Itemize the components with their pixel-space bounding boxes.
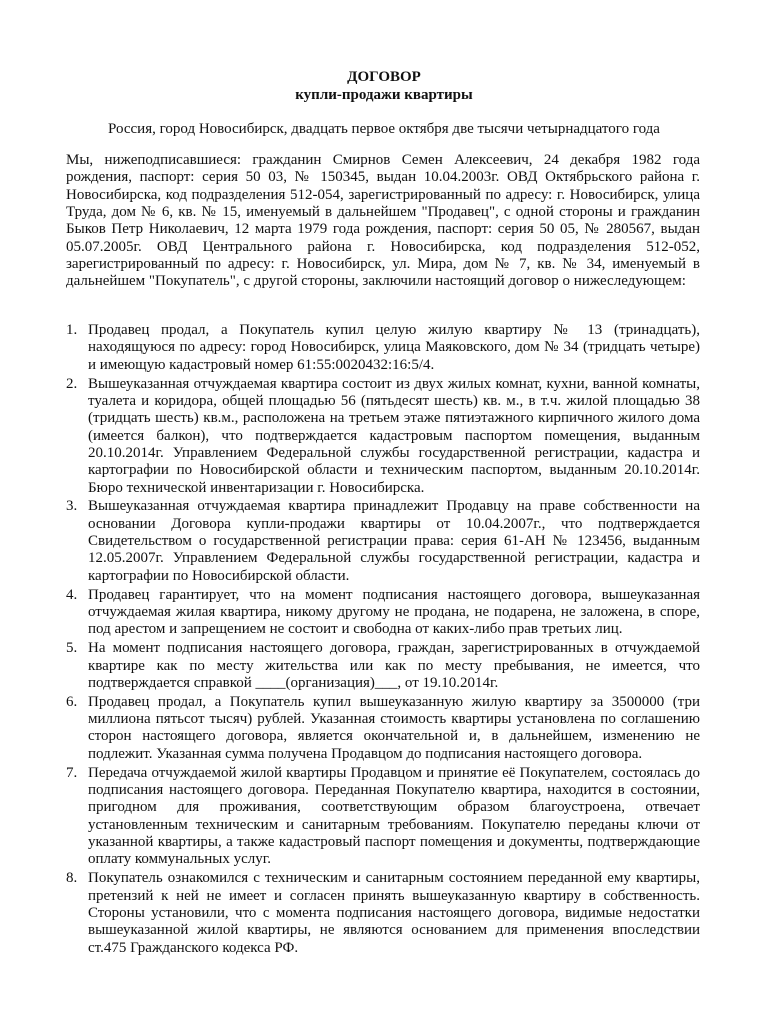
clause-3	[66, 498, 700, 585]
clause-number: 7.	[66, 764, 78, 781]
preamble-paragraph: Мы, нижеподписавшиеся: гражданин Смирнов Семен Алексеевич, 24 декабря 1982 года рождения, паспорт: серия 50 03, № 150345, выдан 10.04.2003г. ОВД Октябрьского района г. Новосибирска, код подразделения 512-054, зарегистрированный по адресу: г. Новосибирск, улица Труда, дом № 6, кв. № 15, именуемый в дальнейшем "Продавец", с одной стороны и гражданин Быков Петр Николаевич, 12 марта 1979 года рождения, паспорт: серия 50 05, № 280567, выдан 05.07.2005г. ОВД Центрального района г. Новосибирска, код подразделения 512-052, зарегистрированный по адресу: г. Новосибирск, ул. Мира, дом № 7, кв. № 34, именуемый в дальнейшем "Покупатель", с другой стороны, заключили настоящий договор о нижеследующем:	[66, 152, 700, 290]
clause-8	[66, 870, 700, 957]
clause-2	[66, 376, 700, 497]
clause-number: 8.	[66, 870, 78, 887]
clause-text: Передача отчуждаемой жилой квартиры Продавцом и принятие её Покупателем, состоялась до подписания настоящего договора. Переданная Покупателю квартира, находится в состоянии, пригодном для проживания, соответствующим образом благоустроена, отвечает установленным техническим и санитарным требованиям. Покупателю переданы ключи от указанной квартиры, а также кадастровый паспорт помещения и документы, подтверждающие оплату коммунальных услуг.	[88, 764, 700, 868]
clause-text: Продавец продал, а Покупатель купил целую жилую квартиру № 13 (тринадцать), находящуюся по адресу: город Новосибирск, улица Маяковского, дом № 34 (тридцать четыре) и имеющую кадастровый номер 61:55:0020432:16:5/4.	[88, 322, 700, 373]
clause-text: Продавец продал, а Покупатель купил вышеуказанную жилую квартиру за 3500000 (три миллиона пятьсот тысяч) рублей. Указанная стоимость квартиры установлена по соглашению сторон настоящего договора, является окончательной и, в дальнейшем, изменению не подлежит. Указанная сумма получена Продавцом до подписания настоящего договора.	[88, 693, 700, 762]
clause-number: 3.	[66, 498, 78, 515]
clause-text: Вышеуказанная отчуждаемая квартира состоит из двух жилых комнат, кухни, ванной комнаты, туалета и коридора, общей площадью 56 (пятьдесят шесть) кв. м., в т.ч. жилой площадью 38 (тридцать шесть) кв.м., расположена на третьем этаже пятиэтажного кирпичного жилого дома (имеется балкон), что подтверждается кадастровым паспортом помещения, выданным 20.10.2014г. Управлением Федеральной службы государственной регистрации, кадастра и картографии по Новосибирской области и техническим паспортом, выданным 20.10.2014г. Бюро технической инвентаризации г. Новосибирска.	[88, 375, 700, 496]
clause-text: На момент подписания настоящего договора, граждан, зарегистрированных в отчуждаемой квартире как по месту жительства или как по месту пребывания, не имеется, что подтверждается справкой ____(организация)___, от 19.10.2014г.	[88, 640, 700, 691]
clause-6	[66, 694, 700, 763]
clause-number: 1.	[66, 322, 78, 338]
clause-number: 6.	[66, 693, 78, 710]
clauses-list	[66, 322, 700, 958]
clause-4	[66, 587, 700, 639]
clause-number: 2.	[66, 375, 78, 392]
clause-text: Покупатель ознакомился с техническим и санитарным состоянием переданной ему квартиры, претензий к ней не имеет и согласен принять вышеуказанную квартиру в собственность. Стороны установили, что с момента подписания настоящего договора, видимые недостатки вышеуказанной жилой квартиры, не являются основанием для применения впоследствии ст.475 Гражданского кодекса РФ.	[88, 870, 700, 956]
clause-text: Продавец гарантирует, что на момент подписания настоящего договора, вышеуказанная отчуждаемая жилая квартира, никому другому не продана, не подарена, не заложена, в споре, под арестом и запрещением не состоит и свободна от каких-либо прав третьих лиц.	[88, 586, 700, 638]
document-subtitle: купли-продажи квартиры	[295, 87, 473, 103]
clause-text: Вышеуказанная отчуждаемая квартира принадлежит Продавцу на праве собственности на основании Договора купли-продажи квартиры от 10.04.2007г., что подтверждается Свидетельством о государственной регистрации права: серия 61-АН № 123456, выданным 12.05.2007г. Управлением Федеральной службы государственной регистрации, кадастра и картографии по Новосибирской области.	[88, 498, 700, 584]
place-date-line: Россия, город Новосибирск, двадцать первое октября две тысячи четырнадцатого года	[108, 121, 660, 137]
clause-7	[66, 765, 700, 869]
clause-1	[66, 322, 700, 374]
clause-number: 4.	[66, 586, 78, 603]
clause-number: 5.	[66, 640, 78, 657]
document-title: ДОГОВОР	[347, 69, 421, 85]
clause-5	[66, 640, 700, 692]
